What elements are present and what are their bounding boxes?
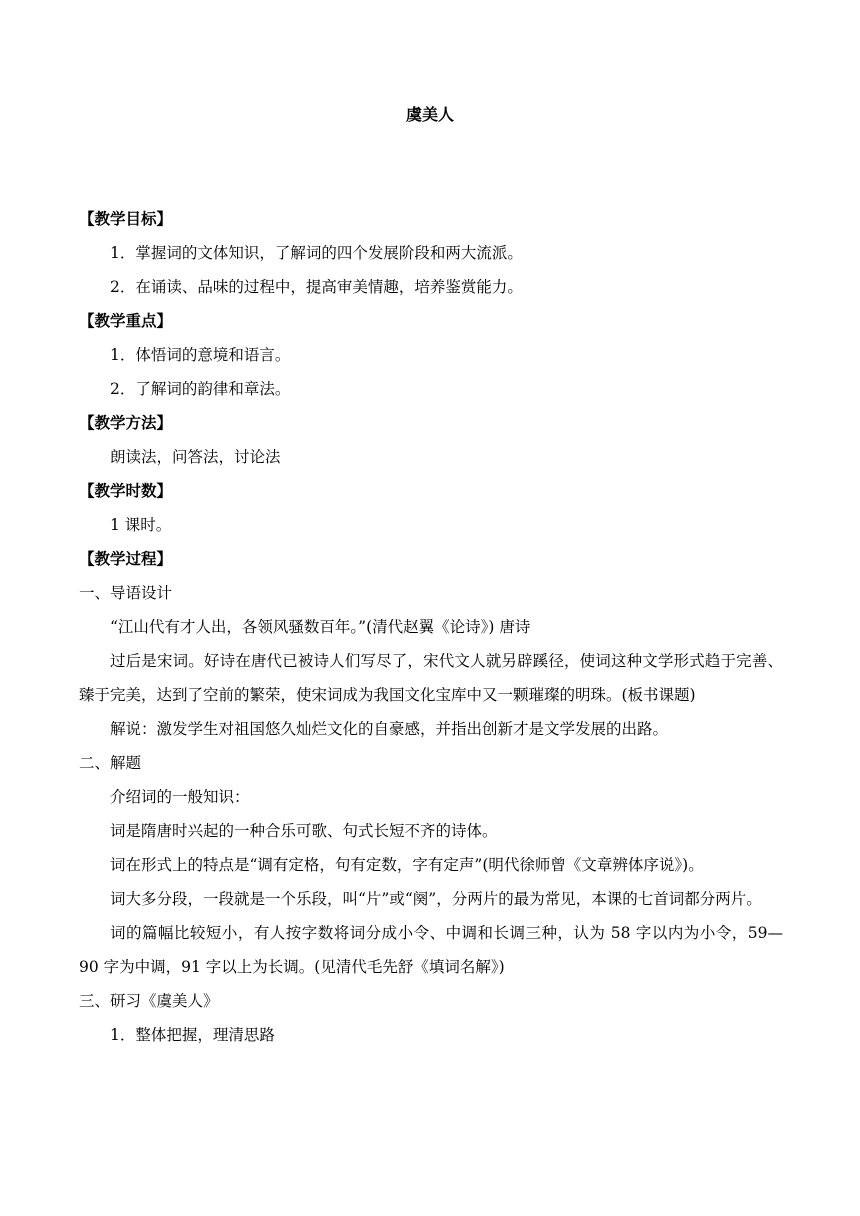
goal-item: 2．在诵读、品味的过程中，提高审美情趣，培养鉴赏能力。: [110, 278, 523, 296]
part3-item: 1．整体把握，理清思路: [110, 1026, 275, 1044]
part1-explanation: 解说：激发学生对祖国悠久灿烂文化的自豪感，并指出创新才是文学发展的出路。: [110, 720, 669, 738]
document-body: [79, 202, 783, 1052]
part1-quote: “江山代有才人出，各领风骚数百年。”(清代赵翼《论诗》) 唐诗: [110, 618, 531, 636]
part2-paragraph: 词在形式上的特点是“调有定格，句有定数，字有定声”(明代徐师曾《文章辨体序说》)。: [110, 856, 704, 874]
process-heading: 【教学过程】: [79, 549, 173, 568]
key-heading: 【教学重点】: [79, 311, 173, 330]
method-heading: 【教学方法】: [79, 413, 173, 432]
part1-heading: 一、导语设计: [79, 584, 173, 602]
part1-paragraph: 过后是宋词。好诗在唐代已被诗人们写尽了，宋代文人就另辟蹊径，使词这种文学形式趋于完善、臻于完美，达到了空前的繁荣，使宋词成为我国文化宝库中又一颗璀璨的明珠。(板书课题): [79, 652, 783, 704]
key-item: 2．了解词的韵律和章法。: [110, 380, 291, 398]
goal-item: 1．掌握词的文体知识，了解词的四个发展阶段和两大流派。: [110, 244, 523, 262]
part3-heading: 三、研习《虞美人》: [79, 992, 219, 1010]
part2-paragraph: 词是隋唐时兴起的一种合乐可歌、句式长短不齐的诗体。: [110, 822, 498, 840]
part2-intro: 介绍词的一般知识：: [110, 788, 250, 806]
part2-heading: 二、解题: [79, 754, 142, 772]
method-text: 朗读法，问答法，讨论法: [110, 448, 281, 466]
hours-text: 1 课时。: [110, 516, 172, 534]
key-item: 1．体悟词的意境和语言。: [110, 346, 291, 364]
hours-heading: 【教学时数】: [79, 481, 173, 500]
part2-paragraph: 词的篇幅比较短小，有人按字数将词分成小令、中调和长调三种，认为 58 字以内为小令，59—90 字为中调，91 字以上为长调。(见清代毛先舒《填词名解》): [79, 924, 783, 976]
part2-paragraph: 词大多分段，一段就是一个乐段，叫“片”或“阕”，分两片的最为常见，本课的七首词都分两片。: [110, 890, 762, 908]
goals-heading: 【教学目标】: [79, 209, 173, 228]
document-title: 虞美人: [405, 105, 454, 124]
